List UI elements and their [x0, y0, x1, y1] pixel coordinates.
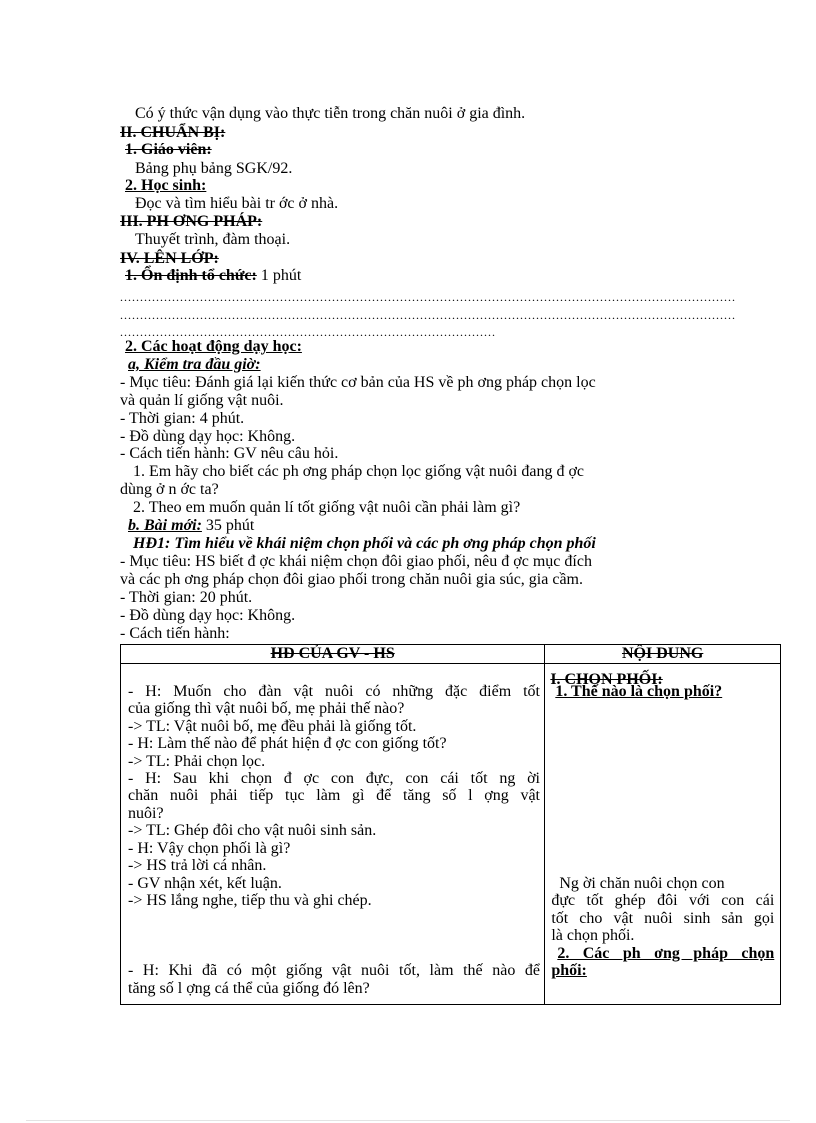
student-heading: 2. Học sinh: — [125, 177, 207, 194]
section-iv-heading: IV. LÊN LỚP: — [120, 250, 219, 267]
new-lesson-line — [128, 517, 254, 535]
right-def-line-3: tốt cho vật nuôi sinh sản gọi — [551, 910, 775, 927]
left-line-11: -> HS trả lời cá nhân. — [128, 857, 267, 874]
table-header-right: NỘI DUNG — [545, 645, 781, 664]
right-question-2a: 2. Các ph ơng pháp chọn — [557, 945, 775, 962]
left-line-7: chăn nuôi phải tiếp tục làm gì để tăng số l ợng vật — [128, 787, 540, 804]
hd1-goal-2: và các ph ơng pháp chọn đôi giao phối trong chăn nuôi gia súc, gia cầm. — [120, 571, 583, 588]
section-ii-heading: II. CHUẨN BỊ: — [120, 124, 226, 141]
section-iii-heading: III. PH ƠNG PHÁP: — [120, 213, 263, 230]
left-line-2: của giống thì vật nuôi bố, mẹ phải thế nào? — [128, 700, 405, 717]
left-line-6: - H: Sau khi chọn đ ợc con đực, con cái tốt ng ời — [128, 770, 540, 787]
hd1-method: - Cách tiến hành: — [120, 625, 230, 642]
left-line-10: - H: Vậy chọn phối là gì? — [128, 840, 291, 857]
hd1-goal-1: - Mục tiêu: HS biết đ ợc khái niệm chọn đôi giao phối, nêu đ ợc mục đích — [120, 553, 592, 570]
right-section-heading: I. CHỌN PHỐI: — [550, 671, 663, 688]
check-tools: - Đồ dùng dạy học: Không. — [120, 428, 296, 445]
on-dinh-line — [125, 267, 301, 285]
left-line-12: - GV nhận xét, kết luận. — [128, 875, 282, 892]
question-1b: dùng ở n ớc ta? — [120, 481, 219, 498]
new-lesson-time: 35 phút — [201, 517, 255, 534]
left-line-3: -> TL: Vật nuôi bố, mẹ đều phải là giống tốt. — [128, 718, 417, 735]
check-heading: a, Kiểm tra đầu giờ: — [128, 356, 261, 373]
hd1-time: - Thời gian: 20 phút. — [120, 589, 253, 606]
check-goal-2: và quản lí giống vật nuôi. — [120, 392, 284, 409]
left-line-5: -> TL: Phải chọn lọc. — [128, 753, 266, 770]
left-line-4: - H: Làm thế nào để phát hiện đ ợc con giống tốt? — [128, 735, 447, 752]
right-question-2b: phối: — [551, 962, 587, 979]
check-time: - Thời gian: 4 phút. — [120, 410, 245, 427]
on-dinh-time: 1 phút — [256, 267, 302, 284]
dotted-line-1: .......................................................................................................................................................... — [120, 290, 736, 304]
left-line-1: - H: Muốn cho đàn vật nuôi có những đặc điểm tốt — [128, 683, 540, 700]
dotted-line-2: .......................................................................................................................................................... — [120, 308, 736, 322]
dotted-line-3: .............................................................................................. — [120, 325, 496, 339]
right-def-line-1: Ng ời chăn nuôi chọn con — [559, 875, 725, 892]
teacher-text: Bảng phụ bảng SGK/92. — [135, 160, 293, 177]
check-method: - Cách tiến hành: GV nêu câu hỏi. — [120, 445, 339, 462]
activity-table — [120, 644, 781, 1005]
on-dinh-heading: 1. Ổn định tổ chức: — [125, 267, 257, 284]
page-bottom-edge — [26, 1120, 790, 1121]
question-1a: 1. Em hãy cho biết các ph ơng pháp chọn lọc giống vật nuôi đang đ ợc — [133, 463, 585, 480]
left-line-9: -> TL: Ghép đôi cho vật nuôi sinh sản. — [128, 822, 377, 839]
left-line-14: - H: Khi đã có một giống vật nuôi tốt, làm thế nào để — [128, 962, 540, 979]
check-goal-1: - Mục tiêu: Đánh giá lại kiến thức cơ bản của HS về ph ơng pháp chọn lọc — [120, 374, 596, 391]
right-question-1: 1. Thế nào là chọn phối? — [555, 683, 723, 700]
teacher-heading: 1. Giáo viên: — [125, 141, 212, 158]
hd1-tools: - Đồ dùng dạy học: Không. — [120, 607, 296, 624]
hd1-title: HĐ1: Tìm hiểu về khái niệm chọn phối và các ph ơng pháp chọn phối — [133, 535, 596, 552]
teacher-student-activity-cell — [121, 664, 545, 1005]
content-cell — [545, 664, 781, 1005]
left-line-8: nuôi? — [128, 805, 164, 822]
right-def-line-2: đực tốt ghép đôi với con cái — [551, 892, 775, 909]
table-header-left: HĐ CỦA GV - HS — [121, 645, 545, 664]
left-line-13: -> HS lắng nghe, tiếp thu và ghi chép. — [128, 892, 372, 909]
activities-heading: 2. Các hoạt động dạy học: — [125, 338, 302, 355]
question-2: 2. Theo em muốn quản lí tốt giống vật nuôi cần phải làm gì? — [133, 499, 521, 516]
right-def-line-4: là chọn phối. — [551, 927, 635, 944]
new-lesson-heading: b. Bài mới: — [128, 517, 202, 534]
method-text: Thuyết trình, đàm thoại. — [135, 231, 291, 248]
table-row — [121, 664, 781, 1005]
left-line-15: tăng số l ợng cá thể của giống đó lên? — [128, 980, 370, 997]
intro-line: Có ý thức vận dụng vào thực tiễn trong chăn nuôi ở gia đình. — [135, 105, 526, 122]
table-header-row — [121, 645, 781, 664]
student-text: Đọc và tìm hiểu bài tr ớc ở nhà. — [135, 195, 339, 212]
